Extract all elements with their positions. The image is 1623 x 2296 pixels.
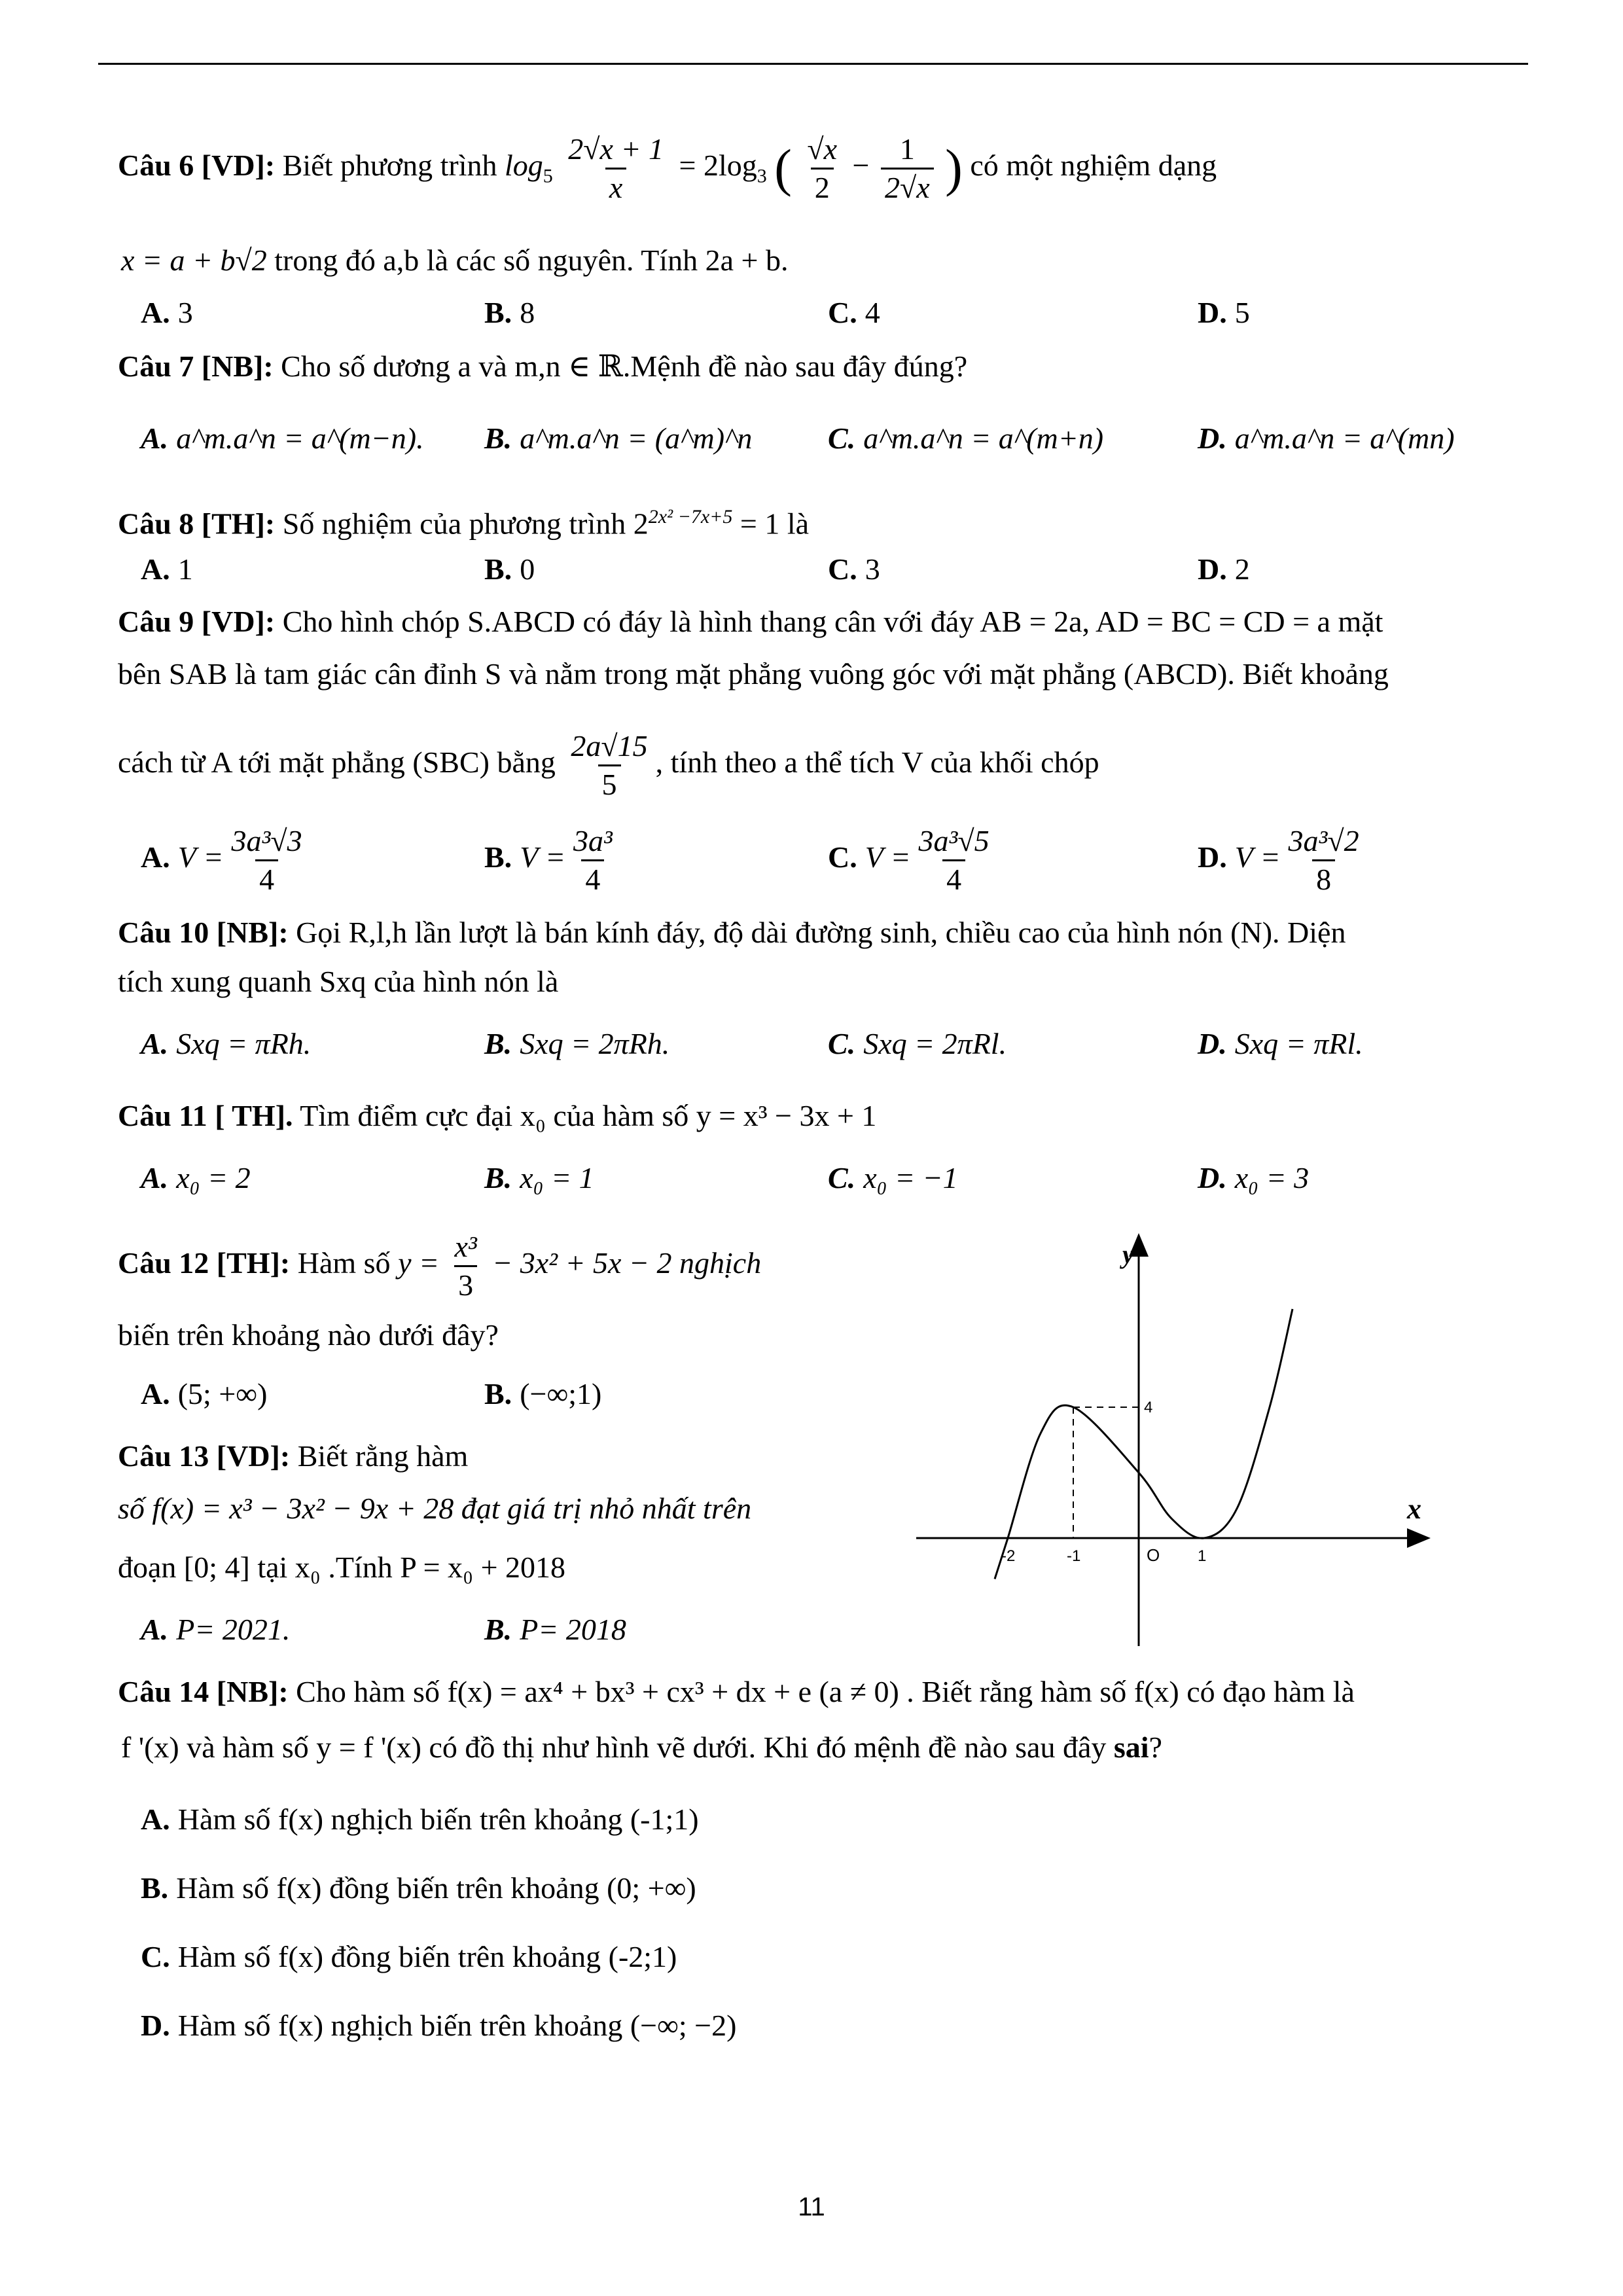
q7-text: Cho số dương a và m,n ∈ ℝ.Mệnh đề nào sau đây đúng? (281, 350, 968, 383)
q9-option-a-frac (228, 823, 306, 898)
q9-option-b[interactable] (484, 812, 620, 903)
q7-option-c[interactable] (828, 419, 1103, 458)
q7-option-a[interactable] (141, 419, 424, 458)
q6-line1: Câu 6 [VD]: Biết phương trình $\log_5$ $\frac{2√x + 1}{x}$ = $2\log_3$ ( $\frac{√x}{2}$ − $\frac{1}{2√x}$ ) có một nghiệm dạng (118, 131, 1217, 206)
q7-option-a-label: A. (141, 422, 169, 455)
q8-option-c-value: 3 (865, 552, 880, 586)
q14-option-b-value: Hàm số f(x) đồng biến trên khoảng (0; +∞) (176, 1871, 696, 1905)
q9-option-b-label: B. (484, 840, 512, 874)
q14-line2-a: f '(x) và hàm số y = f '(x) có đồ thị như hình vẽ dưới. Khi đó mệnh đề nào sau đây (121, 1731, 1107, 1764)
q13-line1-text: Biết rằng hàm (297, 1439, 469, 1473)
q7-option-b-value: a^m.a^n = (a^m)^n (520, 422, 753, 455)
q9-line1-text: Cho hình chóp S.ABCD có đáy là hình thang cân với đáy AB = 2a, AD = BC = CD = a mặt (282, 605, 1383, 638)
q14-line1-text: Cho hàm số f(x) = ax⁴ + bx³ + cx³ + dx + e (a ≠ 0) . Biết rằng hàm số f(x) có đạo hàm là (296, 1675, 1355, 1708)
q6-option-b-label: B. (484, 296, 512, 329)
q8-option-b-value: 0 (520, 552, 535, 586)
q9-option-d-label: D. (1198, 840, 1227, 874)
q10-option-d[interactable] (1198, 1024, 1363, 1064)
q6-text2: có một nghiệm dạng (970, 149, 1217, 183)
q11-option-a[interactable] (141, 1158, 251, 1198)
q10-line1-text: Gọi R,l,h lần lượt là bán kính đáy, độ dài đường sinh, chiều cao của hình nón (N). Diện (296, 916, 1346, 949)
q14-option-d-label: D. (141, 2009, 170, 2042)
q7-option-c-label: C. (828, 422, 856, 455)
q9-label: Câu 9 [VD]: (118, 605, 276, 638)
q6-line2-math: x = a + b√2 (121, 243, 267, 277)
q9-option-a-num: 3a³√3 (231, 823, 302, 857)
q6-option-d-value: 5 (1234, 296, 1250, 329)
q9-option-b-prefix: V = (520, 840, 565, 874)
q14-option-b-label: B. (141, 1871, 169, 1905)
q6-log-base: 5 (543, 165, 553, 187)
tick-label-x: -2 (1001, 1547, 1016, 1565)
q6-option-d-label: D. (1198, 296, 1227, 329)
q9-option-c-num: 3a³√5 (918, 823, 990, 857)
q10-option-c[interactable] (828, 1024, 1007, 1064)
q14-option-d[interactable] (141, 2006, 736, 2045)
q10-option-b[interactable] (484, 1024, 669, 1064)
q6-eq-mid: = 2log (679, 149, 757, 183)
q9-option-d-prefix: V = (1234, 840, 1281, 874)
q12-line1 (118, 1224, 761, 1304)
q12-option-a[interactable] (141, 1374, 267, 1414)
q12-label: Câu 12 [TH]: (118, 1246, 291, 1280)
q12-option-a-value: (5; +∞) (177, 1377, 268, 1410)
q6-rfrac1-den: 2 (811, 168, 834, 206)
q11-option-a-value: x₀ = 2 (176, 1161, 251, 1194)
q6-line2-text: trong đó a,b là các số nguyên. Tính 2a + b. (274, 243, 789, 277)
q8-option-a-label: A. (141, 552, 170, 586)
q6-rfrac2-den: 2√x (881, 168, 934, 206)
q8-option-b-label: B. (484, 552, 512, 586)
q6-rfrac2 (881, 131, 934, 206)
q9-option-b-frac (569, 823, 616, 898)
q8-option-d-value: 2 (1234, 552, 1250, 586)
q13-option-a-value: P= 2021. (176, 1613, 291, 1646)
q13-line2: số f(x) = x³ − 3x² − 9x + 28 đạt giá trị nhỏ nhất trên (118, 1492, 752, 1525)
q9-line3 (118, 713, 1099, 812)
tick-label-x: -1 (1067, 1547, 1081, 1565)
q10-line2: tích xung quanh Sxq của hình nón là (118, 965, 559, 998)
q8-eq-base: 2 (633, 507, 649, 541)
q14-option-a-value: Hàm số f(x) nghịch biến trên khoảng (-1;1) (177, 1803, 699, 1836)
q6-label: Câu 6 [VD]: (118, 149, 276, 183)
q7-option-a-value: a^m.a^n = a^(m−n). (176, 422, 424, 455)
q8-option-a[interactable] (141, 550, 193, 589)
q10-option-a[interactable] (141, 1024, 311, 1064)
q7-option-d-label: D. (1198, 422, 1227, 455)
q13-label: Câu 13 [VD]: (118, 1439, 291, 1473)
q12-frac-den: 3 (454, 1265, 477, 1304)
q8-option-d[interactable] (1198, 550, 1250, 589)
q7-option-b[interactable] (484, 419, 752, 458)
page-number: 11 (798, 2193, 825, 2221)
q9-option-d-num: 3a³√2 (1288, 823, 1359, 857)
q9-option-a-den: 4 (255, 859, 278, 898)
q9-frac (567, 728, 651, 803)
q10-option-c-value: Sxq = 2πRl. (863, 1027, 1007, 1060)
q13-option-b[interactable] (484, 1610, 626, 1649)
q14-option-c[interactable] (141, 1937, 677, 1977)
q7-label: Câu 7 [NB]: (118, 350, 274, 383)
q11-line (118, 1096, 876, 1136)
q6-option-a-value: 3 (177, 296, 193, 329)
q8-option-c-label: C. (828, 552, 857, 586)
q12-option-a-label: A. (141, 1377, 170, 1410)
q13-line1 (118, 1437, 468, 1476)
tick-label-y: 4 (1144, 1399, 1153, 1416)
q11-option-d-label: D. (1198, 1161, 1227, 1194)
q9-option-d-den: 8 (1312, 859, 1335, 898)
q11-label: Câu 11 [ TH]. (118, 1099, 293, 1132)
q9-option-b-den: 4 (581, 859, 604, 898)
q9-frac-den: 5 (598, 764, 621, 803)
q14-option-a-label: A. (141, 1803, 170, 1836)
q9-option-c-den: 4 (942, 859, 965, 898)
q6-option-b-value: 8 (520, 296, 535, 329)
q6-frac-den: x (605, 168, 626, 206)
q13-option-a-label: A. (141, 1613, 169, 1646)
q6-frac-num: 2√x + 1 (568, 132, 664, 166)
q14-label: Câu 14 [NB]: (118, 1675, 289, 1708)
q9-option-b-num: 3a³ (573, 823, 613, 857)
q7-option-d[interactable] (1198, 419, 1455, 458)
q9-option-c-prefix: V = (865, 840, 911, 874)
q14-option-d-value: Hàm số f(x) nghịch biến trên khoảng (−∞; −2) (177, 2009, 737, 2042)
q11-text: Tìm điểm cực đại x₀ của hàm số y = x³ − 3x + 1 (300, 1099, 877, 1132)
q14-line1 (118, 1672, 1355, 1712)
q6-text1: Biết phương trình (282, 149, 497, 183)
q10-option-c-label: C. (828, 1027, 856, 1060)
q13-line3: đoạn [0; 4] tại x₀ .Tính P = x₀ + 2018 (118, 1551, 566, 1584)
q6-frac (564, 131, 668, 206)
q11-option-d[interactable] (1198, 1158, 1309, 1198)
q12-option-b-label: B. (484, 1377, 512, 1410)
q10-line1 (118, 913, 1346, 952)
q6-rfrac1-num: √x (807, 132, 838, 166)
q6-option-a[interactable] (141, 293, 193, 332)
q10-label: Câu 10 [NB]: (118, 916, 289, 949)
header-rule (98, 63, 1528, 65)
q7-option-c-value: a^m.a^n = a^(m+n) (863, 422, 1104, 455)
q9-option-a-prefix: V = (177, 840, 224, 874)
q8-option-c[interactable] (828, 550, 880, 589)
q14-line2-end: ? (1149, 1731, 1162, 1764)
q14-option-a[interactable] (141, 1800, 699, 1839)
q13-option-a[interactable] (141, 1610, 290, 1649)
q9-line1 (118, 602, 1383, 641)
q11-option-b-value: x₀ = 1 (520, 1161, 594, 1194)
q8-eq-rest: = 1 là (740, 507, 810, 541)
q11-option-d-value: x₀ = 3 (1234, 1161, 1310, 1194)
q9-line2: bên SAB là tam giác cân đỉnh S và nằm trong mặt phẳng vuông góc với mặt phẳng (ABCD). Biết khoảng (118, 657, 1389, 691)
q12-eq-rest: − 3x² + 5x − 2 nghịch (492, 1246, 762, 1280)
derivative-graph (903, 1230, 1440, 1649)
q9-option-c-label: C. (828, 840, 857, 874)
q12-text-a: Hàm số (297, 1246, 391, 1280)
q8-label: Câu 8 [TH]: (118, 507, 276, 541)
q12-eq-prefix: y = (398, 1246, 440, 1280)
q9-option-a[interactable] (141, 812, 310, 903)
q12-option-b-value: (−∞;1) (520, 1377, 602, 1410)
x-axis-label: x (1407, 1493, 1421, 1525)
q8-option-b[interactable] (484, 550, 535, 589)
q8-eq-exp: 2x² −7x+5 (648, 506, 733, 528)
q6-rfrac1 (803, 131, 841, 206)
q12-option-b[interactable] (484, 1374, 601, 1414)
y-axis-label: y (1122, 1240, 1134, 1269)
q7-line (118, 347, 967, 386)
q10-option-b-label: B. (484, 1027, 512, 1060)
q9-option-a-label: A. (141, 840, 170, 874)
q8-text: Số nghiệm của phương trình (282, 507, 626, 541)
q6-rfrac2-num: 1 (899, 132, 915, 166)
q10-option-d-value: Sxq = πRl. (1234, 1027, 1363, 1060)
q11-option-b[interactable] (484, 1158, 594, 1198)
q9-option-c-frac (915, 823, 993, 898)
q8-option-d-label: D. (1198, 552, 1227, 586)
q9-option-d[interactable] (1198, 812, 1367, 903)
q7-option-b-label: B. (484, 422, 512, 455)
q6-option-c-label: C. (828, 296, 857, 329)
q9-line3-b: , tính theo a thể tích V của khối chóp (655, 745, 1099, 779)
q11-option-c-value: x₀ = −1 (863, 1161, 958, 1194)
q12-frac-num: x³ (454, 1229, 477, 1263)
q14-line2 (121, 1728, 1162, 1767)
q7-option-d-value: a^m.a^n = a^(mn) (1234, 422, 1455, 455)
q13-option-b-value: P= 2018 (520, 1613, 626, 1646)
q6-option-c[interactable] (828, 293, 880, 332)
q6-option-c-value: 4 (865, 296, 880, 329)
q14-option-c-value: Hàm số f(x) đồng biến trên khoảng (-2;1) (177, 1940, 677, 1973)
q6-line2 (121, 241, 788, 280)
q9-frac-num: 2a√15 (571, 728, 648, 762)
q11-option-a-label: A. (141, 1161, 169, 1194)
q10-option-a-value: Sxq = πRh. (176, 1027, 312, 1060)
q6-option-d[interactable] (1198, 293, 1250, 332)
q12-frac (451, 1229, 481, 1304)
tick-label-x: 1 (1198, 1547, 1207, 1565)
q11-option-c[interactable] (828, 1158, 958, 1198)
origin-label: O (1147, 1545, 1160, 1565)
q9-option-d-frac (1285, 823, 1363, 898)
q8-line (118, 497, 809, 543)
q10-option-a-label: A. (141, 1027, 169, 1060)
q6-mid-base: 3 (757, 165, 767, 187)
q6-option-a-label: A. (141, 296, 170, 329)
q11-option-b-label: B. (484, 1161, 512, 1194)
q9-line3-a: cách từ A tới mặt phẳng (SBC) bằng (118, 745, 556, 779)
q14-option-b[interactable] (141, 1869, 696, 1908)
q14-line2-bold: sai (1113, 1731, 1149, 1764)
q12-line2: biến trên khoảng nào dưới đây? (118, 1318, 499, 1352)
q8-option-a-value: 1 (177, 552, 193, 586)
q14-option-c-label: C. (141, 1940, 170, 1973)
q9-option-c[interactable] (828, 812, 997, 903)
q10-option-b-value: Sxq = 2πRh. (520, 1027, 670, 1060)
q13-option-b-label: B. (484, 1613, 512, 1646)
q11-option-c-label: C. (828, 1161, 856, 1194)
q10-option-d-label: D. (1198, 1027, 1227, 1060)
q6-log: log (505, 149, 543, 183)
q6-option-b[interactable] (484, 293, 535, 332)
